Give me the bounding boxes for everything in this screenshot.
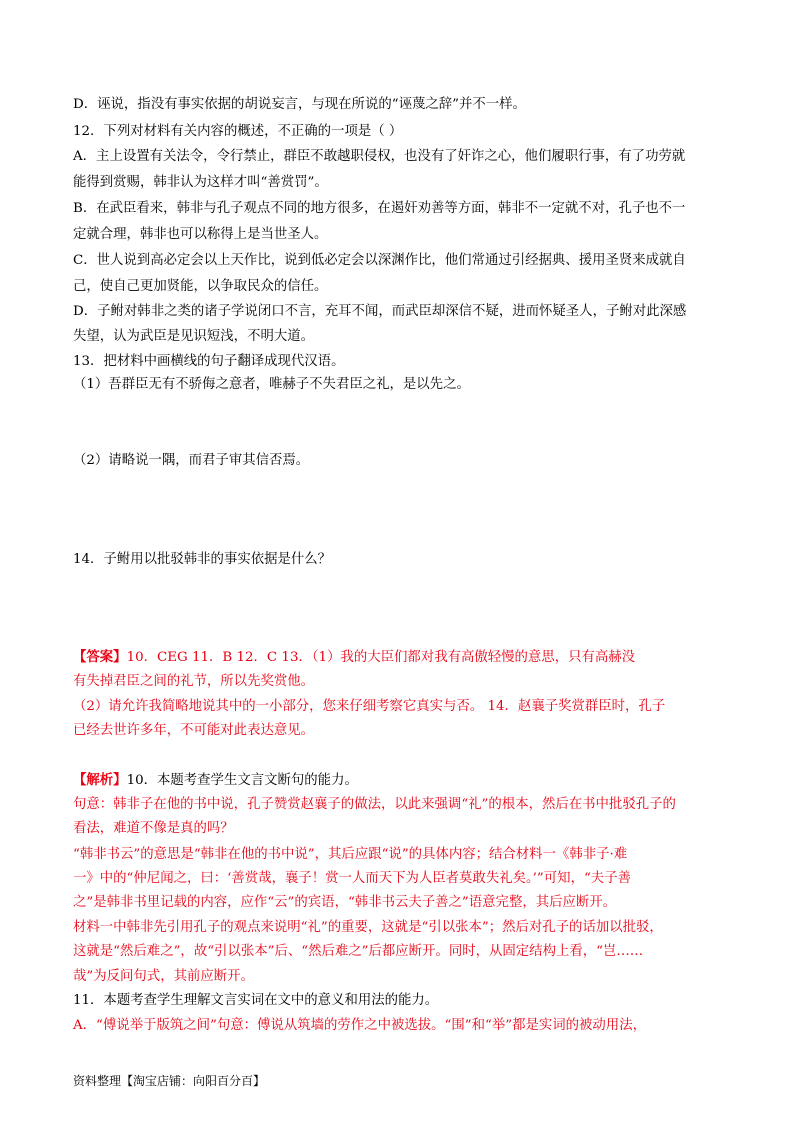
analysis-text-line: 一》中的“仲尼闻之，曰：‘善赏哉，襄子！赏一人而天下为人臣者莫敢失礼矣。’”可知，“夫子善	[73, 871, 631, 886]
q11-option-d: D．诬说，指没有事实依据的胡说妄言，与现在所说的“诬蔑之辞”并不一样。	[73, 97, 526, 112]
q12-stem: 12．下列对材料有关内容的概述，不正确的一项是（ ）	[73, 124, 403, 139]
answer-text: 10．CEG 11．B 12．C 13．（1）我的大臣们都对我有高傲轻慢的意思，只有高赫没	[126, 650, 636, 665]
analysis-text-line: 材料一中韩非先引用孔子的观点来说明“礼”的重要，这就是“引以张本”；然后对孔子的话加以批驳，	[73, 920, 663, 935]
analysis-q10-heading: 10．本题考查学生文言文断句的能力。	[126, 773, 358, 788]
answer-tag: 【答案】	[73, 649, 127, 665]
analysis-text-line: “韩非书云”的意思是“韩非在他的书中说”，其后应跟“说”的具体内容；结合材料一《韩非子·难	[73, 847, 628, 862]
q12-option-b-line2: 定就合理，韩非也可以称得上是当世圣人。	[73, 227, 328, 242]
analysis-text-line: 之”是韩非书里记载的内容，应作“云”的宾语，“韩非书云夫子善之”语意完整，其后应断开。	[73, 895, 617, 910]
q13-stem: 13．把材料中画横线的句子翻译成现代汉语。	[73, 354, 345, 369]
q12-option-c-line2: 己，使自己更加贤能，以争取民众的信任。	[73, 279, 328, 294]
answer-line4: 已经去世许多年，不可能对此表达意见。	[73, 723, 315, 738]
page-footer: 资料整理【淘宝店铺：向阳百分百】	[73, 1074, 266, 1088]
q12-option-d-line1: D．子鲋对韩非之类的诸子学说闭口不言，充耳不闻，而武臣却深信不疑，进而怀疑圣人，子鲋对此深感	[73, 304, 687, 319]
answer-line3: （2）请允许我简略地说其中的一小部分，您来仔细考察它真实与否。 14．赵襄子奖赏群臣时，孔子	[73, 699, 666, 714]
q12-option-d-line2: 失望，认为武臣是见识短浅，不明大道。	[73, 329, 315, 344]
q13-part1: （1）吾群臣无有不骄侮之意者，唯赫子不失君臣之礼，是以先之。	[73, 377, 470, 392]
analysis-q11-option-a: A．“傅说举于版筑之间”句意：傅说从筑墙的劳作之中被选拔。“围”和“举”都是实词的被动用法，	[73, 1018, 646, 1033]
answer-line1	[73, 646, 733, 669]
q12-option-b-line1: B．在武臣看来，韩非与孔子观点不同的地方很多，在遏奸劝善等方面，韩非不一定就不对，孔子也不一	[73, 201, 686, 216]
q12-option-a-line1: A．主上设置有关法令，令行禁止，群臣不敢越职侵权，也没有了奸诈之心，他们履职行事，有了功劳就	[73, 149, 686, 164]
q13-part2: （2）请略说一隅，而君子审其信否焉。	[73, 453, 310, 468]
analysis-text-line: 句意：韩非子在他的书中说，孔子赞赏赵襄子的做法，以此来强调“礼”的根本，然后在书中批驳孔子的	[73, 797, 676, 812]
q14-stem: 14．子鲋用以批驳韩非的事实依据是什么？	[73, 552, 332, 567]
analysis-text-line: 看法，难道不像是真的吗？	[73, 821, 234, 836]
q12-option-c-line1: C．世人说到高必定会以上天作比，说到低必定会以深渊作比，他们常通过引经据典、援用圣贤来成就自	[73, 253, 686, 268]
q12-option-a-line2: 能得到赏赐，韩非认为这样才叫“善赏罚”。	[73, 175, 328, 190]
analysis-line1	[73, 769, 733, 792]
analysis-text-line: 哉”为反问句式，其前应断开。	[73, 969, 254, 984]
analysis-text-line: 这就是“然后难之”，故“引以张本”后、“然后难之”后都应断开。同时，从固定结构上看，“岂……	[73, 944, 644, 959]
analysis-tag: 【解析】	[73, 772, 127, 788]
answer-line2: 有失掉君臣之间的礼节，所以先奖赏他。	[73, 674, 315, 689]
analysis-q11-heading: 11．本题考查学生理解文言实词在文中的意义和用法的能力。	[73, 993, 439, 1008]
